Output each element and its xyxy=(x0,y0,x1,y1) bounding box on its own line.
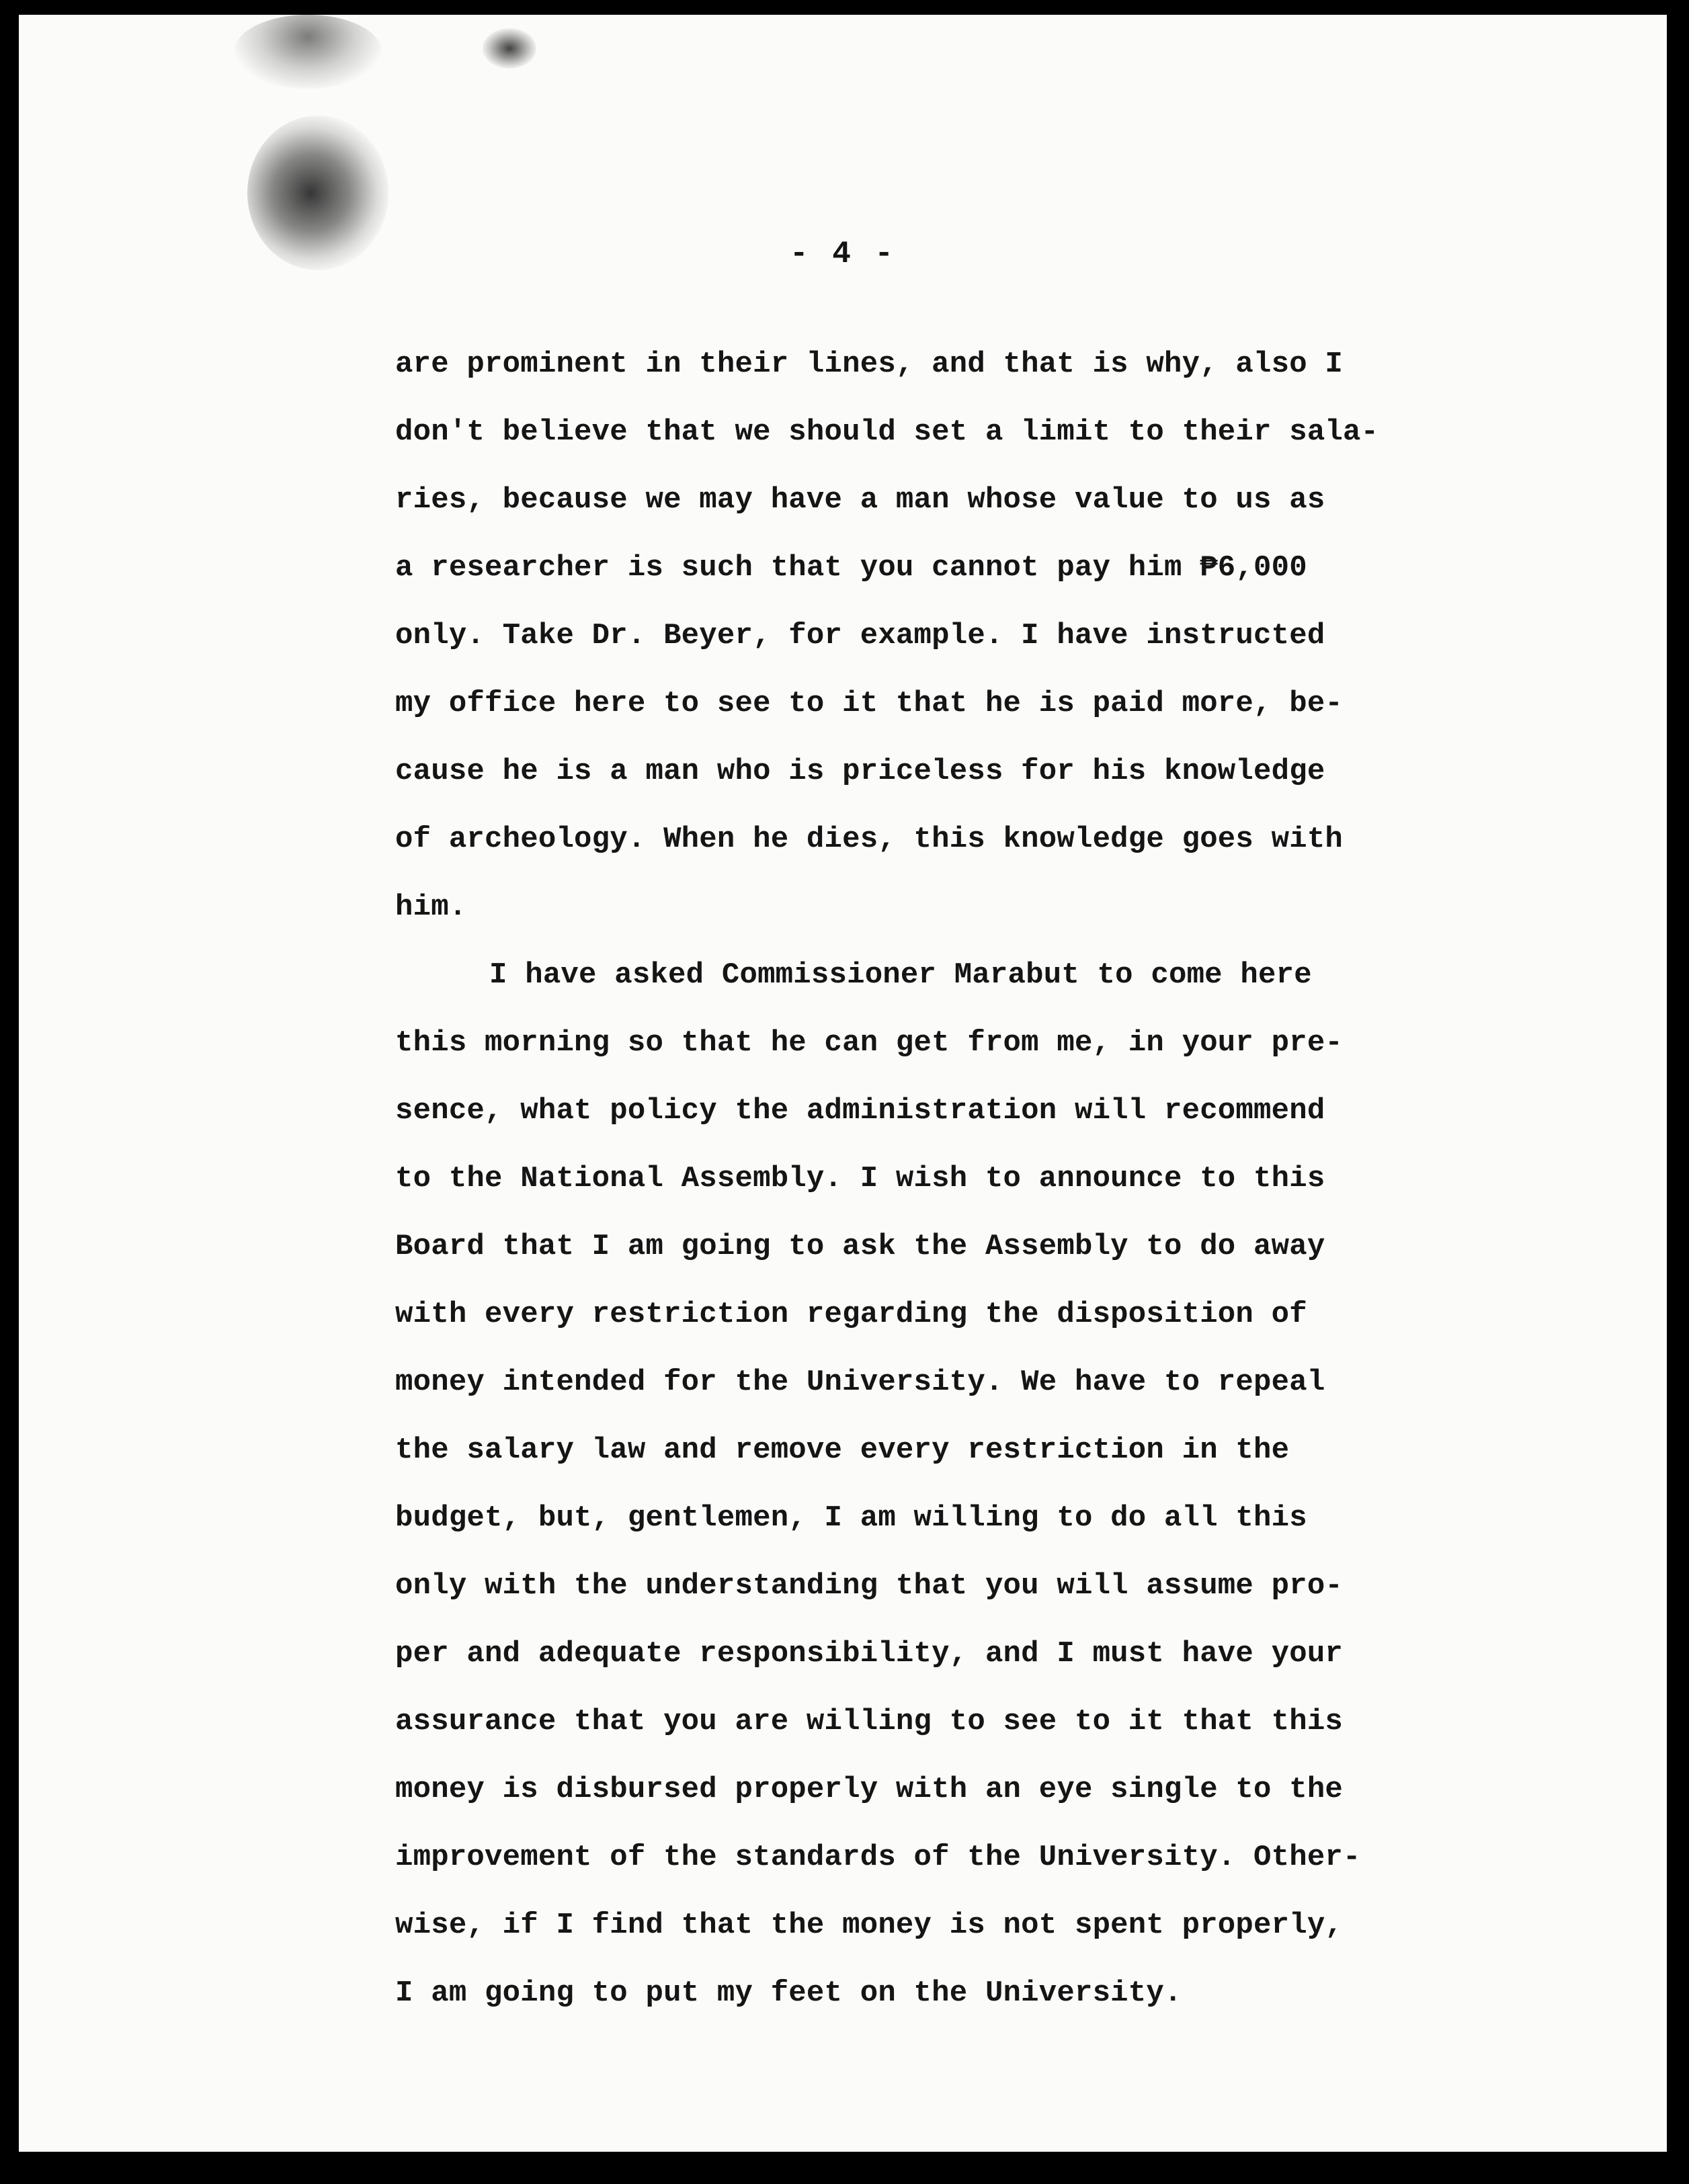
text-line: budget, but, gentlemen, I am willing to do all this xyxy=(395,1501,1307,1535)
body-text xyxy=(395,331,1538,2027)
text-line: ries, because we may have a man whose value to us as xyxy=(395,483,1325,517)
text-line: wise, if I find that the money is not spent properly, xyxy=(395,1908,1344,1942)
text-line: with every restriction regarding the disposition of xyxy=(395,1298,1307,1331)
text-line: cause he is a man who is priceless for his knowledge xyxy=(395,755,1325,788)
text-line: money is disbursed properly with an eye single to the xyxy=(395,1773,1344,1806)
text-line: improvement of the standards of the University. Other- xyxy=(395,1841,1361,1874)
text-line: are prominent in their lines, and that is why, also I xyxy=(395,347,1344,381)
ink-smudge xyxy=(483,28,536,69)
text-line: Board that I am going to ask the Assembly to do away xyxy=(395,1230,1325,1263)
text-line: only. Take Dr. Beyer, for example. I have instructed xyxy=(395,619,1325,653)
text-line: a researcher is such that you cannot pay him ₱6,000 xyxy=(395,551,1307,585)
text-line: of archeology. When he dies, this knowledge goes with xyxy=(395,823,1344,856)
text-line: per and adequate responsibility, and I must have your xyxy=(395,1637,1344,1671)
text-line: money intended for the University. We have to repeal xyxy=(395,1366,1325,1399)
ink-smudge xyxy=(234,15,382,89)
text-line: this morning so that he can get from me, in your pre- xyxy=(395,1026,1344,1060)
text-line: to the National Assembly. I wish to announce to this xyxy=(395,1162,1325,1195)
text-line: the salary law and remove every restriction in the xyxy=(395,1433,1290,1467)
text-line: assurance that you are willing to see to it that this xyxy=(395,1705,1344,1738)
text-line: sence, what policy the administration will recommend xyxy=(395,1094,1325,1128)
text-line: don't believe that we should set a limit to their sala- xyxy=(395,415,1379,449)
page-number: - 4 - xyxy=(789,237,897,271)
document-page xyxy=(19,15,1667,2152)
text-line: I have asked Commissioner Marabut to come here xyxy=(489,958,1312,992)
text-line: him. xyxy=(395,890,467,924)
text-line: my office here to see to it that he is paid more, be- xyxy=(395,687,1344,720)
text-line: I am going to put my feet on the University. xyxy=(395,1976,1182,2010)
text-line: only with the understanding that you will assume pro- xyxy=(395,1569,1344,1603)
